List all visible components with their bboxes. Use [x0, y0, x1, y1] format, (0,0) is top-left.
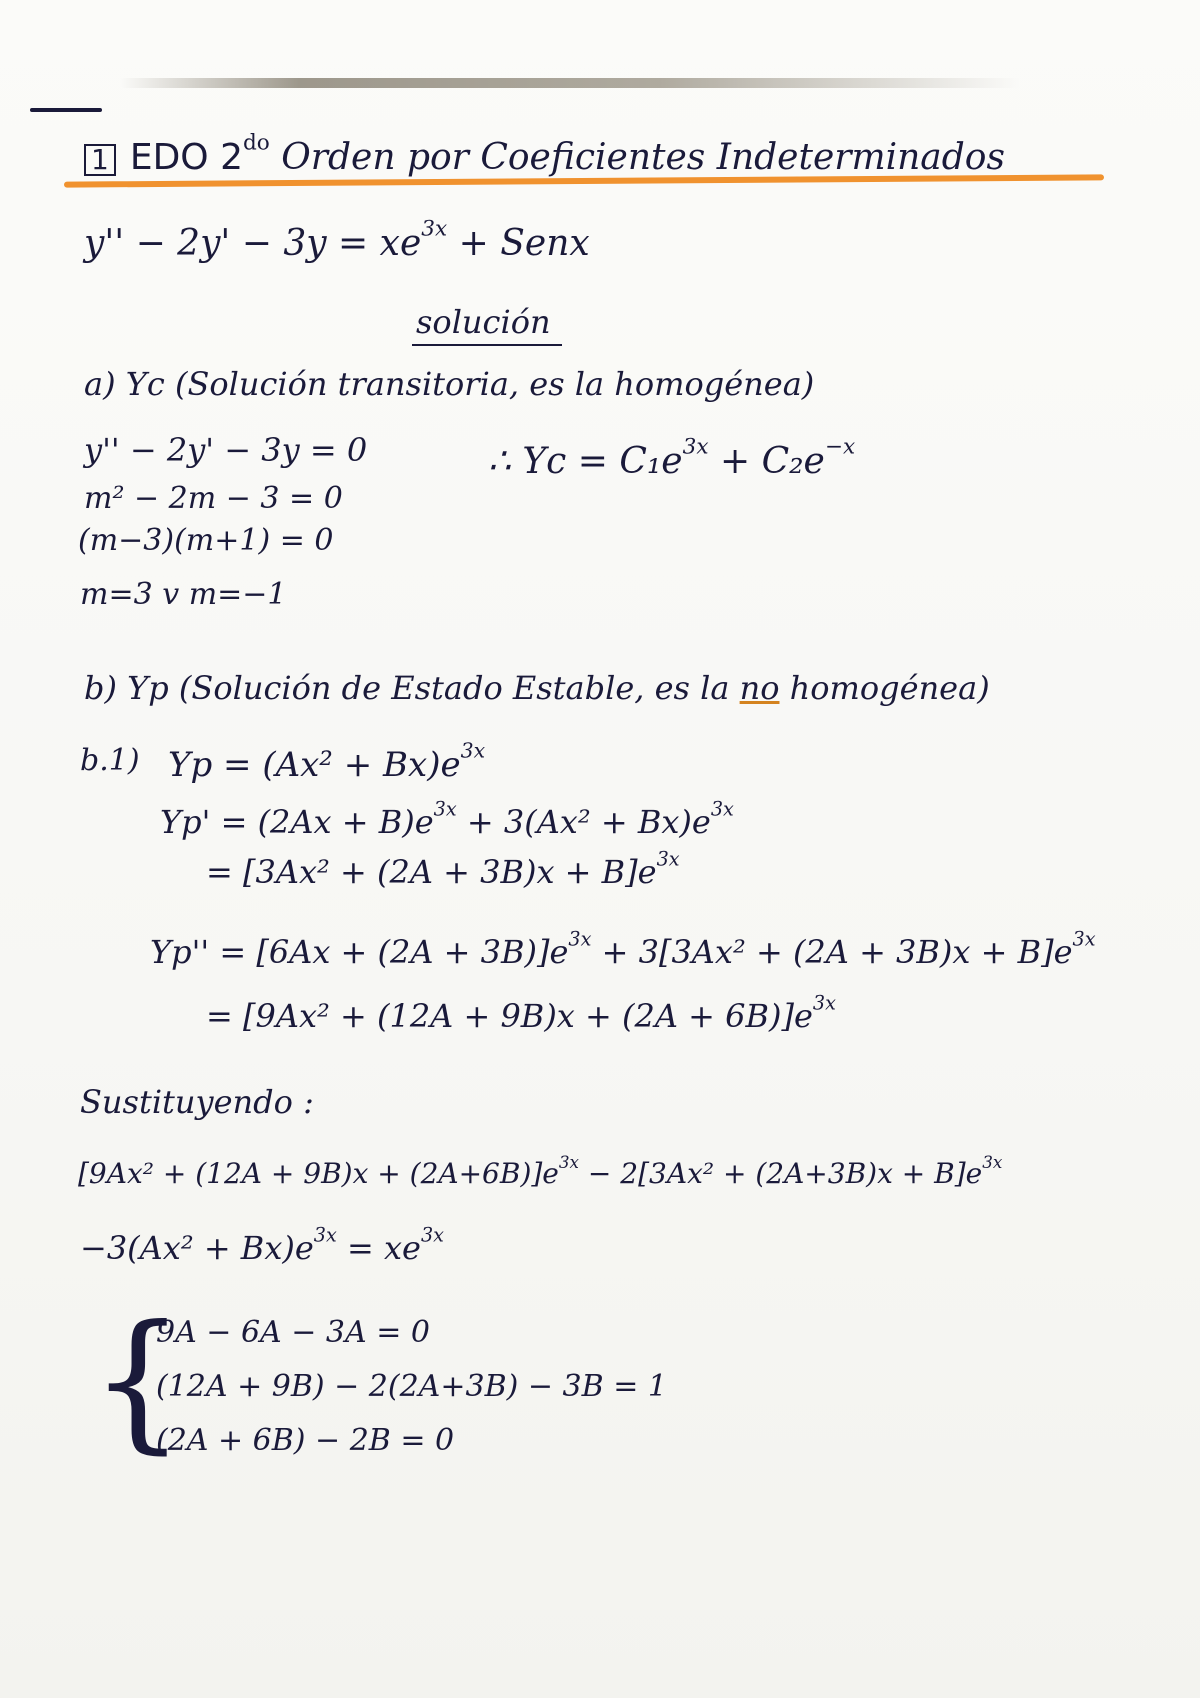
yp1b-sup: 3x [656, 847, 680, 871]
yp2-sup-2: 3x [1072, 927, 1096, 951]
title-suffix: Orden por Coeficientes Indeterminados [269, 137, 1005, 178]
yp-double-prime-simplified [206, 991, 836, 1035]
yp-double-prime-line [150, 927, 1096, 971]
equation-rhs: + Senx [447, 223, 590, 264]
part-a-line-4: m=3 v m=−1 [80, 577, 287, 612]
yp1-sup-1: 3x [433, 797, 457, 821]
title-prefix: EDO 2 [129, 137, 243, 178]
page-title [84, 130, 1005, 178]
exercise-number: 1 [84, 144, 116, 176]
part-b-header-no: no [739, 669, 780, 707]
yp-pre: Yp = (Ax² + Bx)e [168, 745, 461, 785]
yp1-pre: Yp' = (2Ax + B)e [160, 803, 434, 841]
part-a-header: a) Yc (Solución transitoria, es la homogénea) [84, 365, 815, 403]
part-b-header [84, 669, 990, 707]
yp1-sup-2: 3x [710, 797, 734, 821]
solucion-underline [412, 344, 562, 346]
sust-l1-sup-1: 3x [558, 1151, 580, 1172]
title-sup: do [242, 130, 270, 156]
yp-prime-line [160, 797, 734, 841]
solucion-heading: solución [416, 303, 551, 341]
yp-sup: 3x [460, 738, 486, 763]
yp2b-pre: = [9Ax² + (12A + 9B)x + (2A + 6B)]e [206, 997, 813, 1035]
sust-l1-sup-2: 3x [982, 1151, 1003, 1172]
sust-l1-pre: [9Ax² + (12A + 9B)x + (2A+6B)]e [78, 1157, 559, 1190]
yp-prime-simplified [206, 847, 680, 891]
sust-l2-mid: = xe [336, 1229, 421, 1267]
b1-label: b.1) [80, 743, 140, 778]
system-eq-3: (2A + 6B) − 2B = 0 [156, 1423, 455, 1458]
sust-l2-sup-2: 3x [420, 1223, 444, 1247]
system-eq-1: 9A − 6A − 3A = 0 [156, 1315, 430, 1350]
yc-mid: + C₂e [708, 441, 825, 482]
yp-line [168, 738, 486, 785]
yp1b-pre: = [3Ax² + (2A + 3B)x + B]e [206, 853, 657, 891]
part-b-header-post: homogénea) [779, 669, 990, 707]
page-top-edge [120, 78, 1020, 88]
yc-solution [488, 434, 856, 482]
yp2-pre: Yp'' = [6Ax + (2A + 3B)]e [150, 933, 569, 971]
yc-sup-2: −x [824, 434, 856, 460]
equation-sup: 3x [421, 216, 448, 242]
equation-lhs: y'' − 2y' − 3y = xe [84, 223, 422, 264]
margin-dash [30, 108, 102, 112]
system-eq-2: (12A + 9B) − 2(2A+3B) − 3B = 1 [156, 1369, 667, 1404]
yp1-mid: + 3(Ax² + Bx)e [456, 803, 711, 841]
sustituyendo-line-2 [80, 1223, 444, 1267]
sust-l2-pre: −3(Ax² + Bx)e [80, 1229, 314, 1267]
main-equation [84, 216, 590, 264]
part-a-line-3: (m−3)(m+1) = 0 [78, 523, 334, 558]
yp2-mid: + 3[3Ax² + (2A + 3B)x + B]e [591, 933, 1073, 971]
part-a-line-2: m² − 2m − 3 = 0 [84, 481, 343, 516]
sust-l1-mid: − 2[3Ax² + (2A+3B)x + B]e [579, 1157, 983, 1190]
yp2b-sup: 3x [812, 991, 836, 1015]
part-a-line-1: y'' − 2y' − 3y = 0 [84, 431, 368, 469]
yc-sup-1: 3x [682, 434, 709, 460]
sust-l2-sup-1: 3x [313, 1223, 337, 1247]
sustituyendo-line-1 [78, 1151, 1003, 1190]
yc-prefix: ∴ Yc = C₁e [488, 441, 683, 482]
yp2-sup-1: 3x [568, 927, 592, 951]
part-b-header-pre: b) Yp (Solución de Estado Estable, es la [84, 669, 740, 707]
sustituyendo-label: Sustituyendo : [80, 1083, 314, 1121]
system-brace: { [90, 1294, 186, 1468]
